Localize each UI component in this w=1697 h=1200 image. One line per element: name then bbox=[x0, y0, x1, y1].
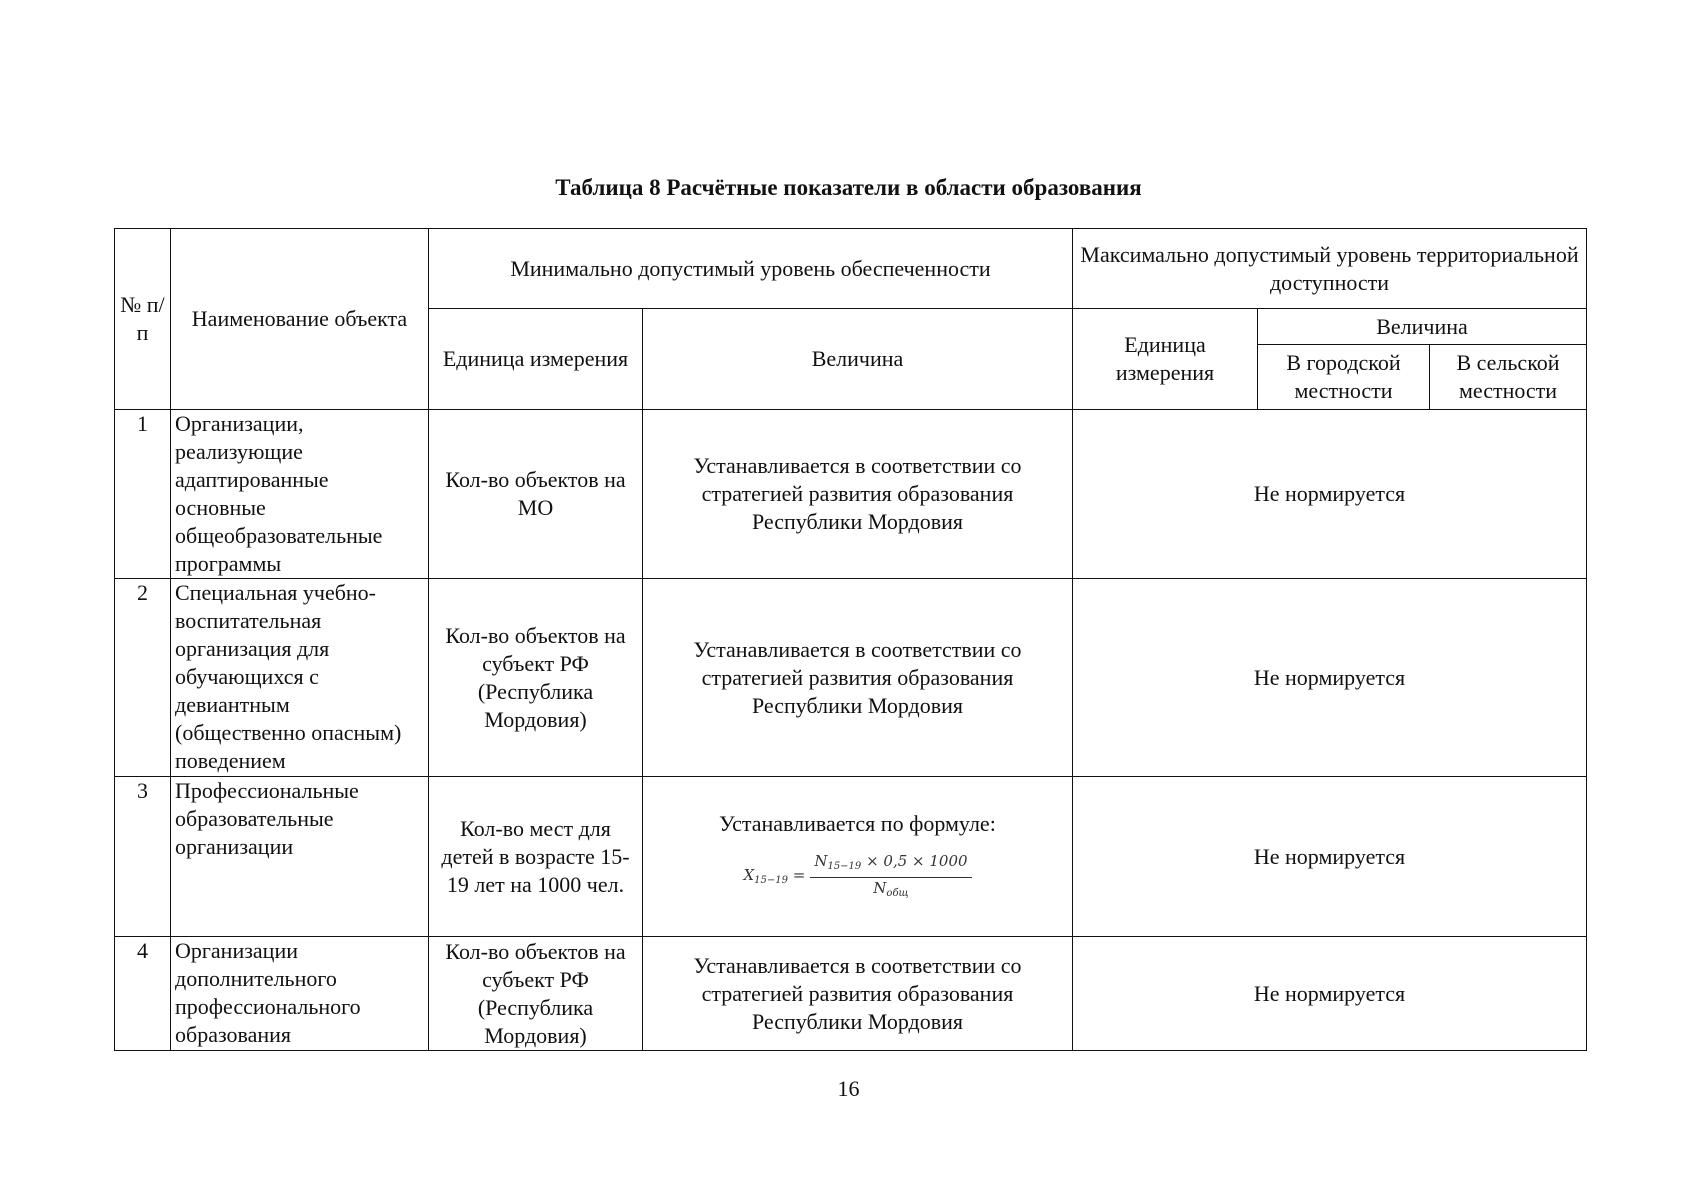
education-indicators-table bbox=[114, 228, 1587, 1051]
header-min-group: Минимально допустимый уровень обеспеченности bbox=[429, 229, 1073, 309]
row-unit: Кол-во объектов на субъект РФ (Республика Мордовия) bbox=[429, 579, 643, 777]
formula-lhs: $X_{15-19}$ = bbox=[743, 865, 806, 886]
table-row bbox=[115, 777, 1587, 937]
header-unit-max: Единица измерения bbox=[1073, 309, 1258, 410]
row-num: 3 bbox=[115, 777, 171, 937]
row-max-access: Не нормируется bbox=[1073, 777, 1587, 937]
formula bbox=[743, 852, 971, 903]
header-max-group: Максимально допустимый уровень территориальной доступности bbox=[1073, 229, 1587, 309]
row-value: Устанавливается в соответствии со стратегией развития образования Республики Мордовия bbox=[643, 937, 1073, 1051]
row-num: 1 bbox=[115, 410, 171, 579]
row-num: 2 bbox=[115, 579, 171, 777]
header-value-max: Величина bbox=[1258, 309, 1587, 345]
header-row-1 bbox=[115, 229, 1587, 309]
formula-denominator: $N_{общ}$ bbox=[873, 879, 909, 899]
row-max-access: Не нормируется bbox=[1073, 410, 1587, 579]
row-name: Специальная учебно-воспитательная организация для обучающихся с девиантным (общественно опасным) поведением bbox=[171, 579, 429, 777]
formula-fraction bbox=[810, 852, 971, 903]
header-name: Наименование объекта bbox=[171, 229, 429, 410]
row-max-access: Не нормируется bbox=[1073, 579, 1587, 777]
row-max-access: Не нормируется bbox=[1073, 937, 1587, 1051]
header-num: № п/п bbox=[115, 229, 171, 410]
table-row bbox=[115, 937, 1587, 1051]
row-unit: Кол-во объектов на МО bbox=[429, 410, 643, 579]
header-unit-min: Единица измерения bbox=[429, 309, 643, 410]
page-number: 16 bbox=[837, 1076, 860, 1101]
row-num: 4 bbox=[115, 937, 171, 1051]
header-urban: В городской местности bbox=[1258, 345, 1430, 410]
row-name: Профессиональные образовательные организации bbox=[171, 777, 429, 937]
table-title: Таблица 8 Расчётные показатели в области образования bbox=[555, 175, 1142, 200]
table-row bbox=[115, 579, 1587, 777]
formula-numerator: $N_{15-19} \times 0,5 \times 1000$ bbox=[810, 852, 971, 878]
header-rural: В сельской местности bbox=[1430, 345, 1587, 410]
row-name: Организации дополнительного профессионального образования bbox=[171, 937, 429, 1051]
row-name: Организации, реализующие адаптированные основные общеобразовательные программы bbox=[171, 410, 429, 579]
row-unit: Кол-во объектов на субъект РФ (Республика Мордовия) bbox=[429, 937, 643, 1051]
header-value-min: Величина bbox=[643, 309, 1073, 410]
row-value bbox=[643, 777, 1073, 937]
formula-intro: Устанавливается по формуле: bbox=[719, 811, 996, 836]
row-value: Устанавливается в соответствии со стратегией развития образования Республики Мордовия bbox=[643, 410, 1073, 579]
row-value: Устанавливается в соответствии со стратегией развития образования Республики Мордовия bbox=[643, 579, 1073, 777]
table-row bbox=[115, 410, 1587, 579]
row-unit: Кол-во мест для детей в возрасте 15-19 лет на 1000 чел. bbox=[429, 777, 643, 937]
